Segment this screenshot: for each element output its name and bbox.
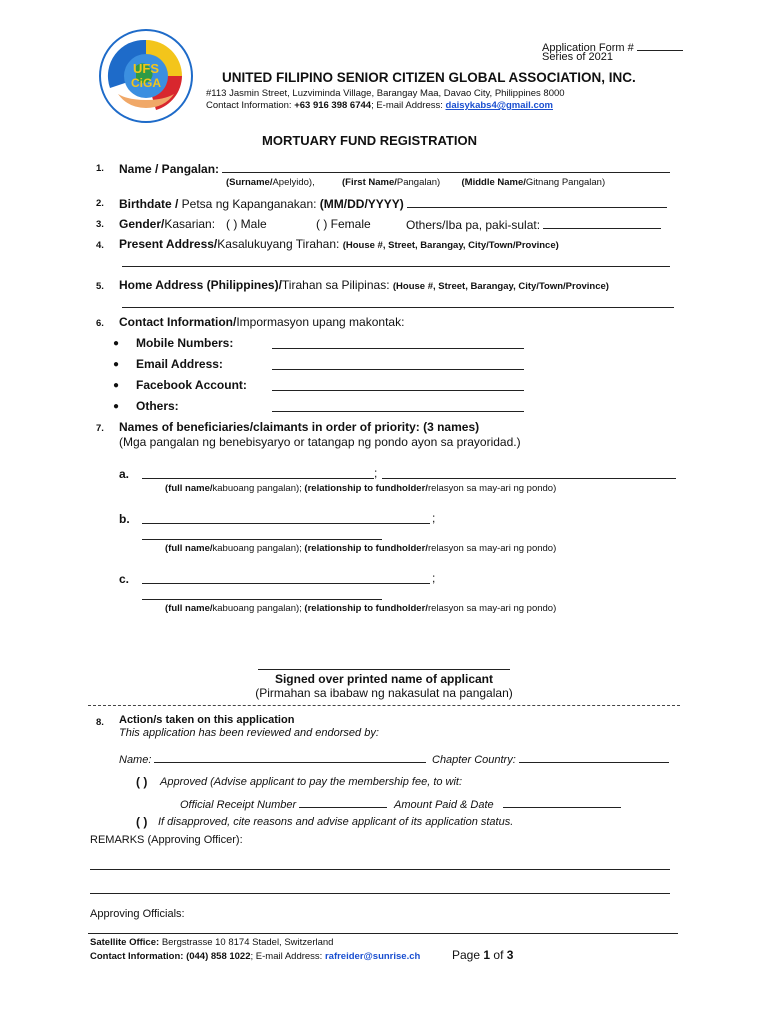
official-receipt-field[interactable]: Official Receipt Number xyxy=(180,796,387,811)
bullet-icon: ● xyxy=(113,338,120,349)
bullet-icon: ● xyxy=(113,380,120,391)
remarks-label: REMARKS (Approving Officer): xyxy=(90,834,243,846)
signature-line[interactable] xyxy=(258,669,510,670)
beneficiary-c-hint: (full name/kabuoang pangalan); (relationship to fundholder/relasyon sa may-ari ng pondo) xyxy=(165,603,557,614)
organization-email-link[interactable]: daisykabs4@gmail.com xyxy=(445,100,553,111)
footer-divider xyxy=(88,933,678,934)
facebook-account-line[interactable] xyxy=(272,390,524,391)
approved-text: Approved (Advise applicant to pay the membership fee, to wit: xyxy=(160,776,463,788)
beneficiary-c-relationship-line[interactable] xyxy=(142,599,382,600)
email-address-line[interactable] xyxy=(272,369,524,370)
item-number: 4. xyxy=(96,240,104,251)
beneficiary-b-hint: (full name/kabuoang pangalan); (relationship to fundholder/relasyon sa may-ari ng pondo) xyxy=(165,543,557,554)
bullet-icon: ● xyxy=(113,401,120,412)
beneficiary-a-letter: a. xyxy=(119,467,130,481)
birthdate-field[interactable]: Birthdate / Petsa ng Kapanganakan: (MM/DD/YYYY) xyxy=(119,196,667,211)
home-address-label: Home Address (Philippines)/Tirahan sa Pilipinas: (House #, Street, Barangay, City/Town/Province) xyxy=(119,278,609,292)
page-number: Page 1 of 3 xyxy=(452,948,514,962)
beneficiary-a-hint: (full name/kabuoang pangalan); (relationship to fundholder/relasyon sa may-ari ng pondo) xyxy=(165,483,557,494)
remarks-line-2[interactable] xyxy=(90,893,670,894)
remarks-line-1[interactable] xyxy=(90,869,670,870)
beneficiary-b-letter: b. xyxy=(119,512,130,526)
beneficiary-b-relationship-line[interactable] xyxy=(142,539,382,540)
approving-officials-label: Approving Officials: xyxy=(90,908,185,920)
svg-text:CiGA: CiGA xyxy=(131,76,161,90)
disapproved-text: If disapproved, cite reasons and advise applicant of its application status. xyxy=(158,816,514,828)
home-address-line[interactable] xyxy=(122,307,674,308)
organization-name: UNITED FILIPINO SENIOR CITIZEN GLOBAL ASSOCIATION, INC. xyxy=(222,70,636,85)
application-form-number: Application Form # xyxy=(542,39,683,54)
facebook-account-label: Facebook Account: xyxy=(136,378,247,392)
mobile-numbers-label: Mobile Numbers: xyxy=(136,336,234,350)
name-field[interactable]: Name / Pangalan: xyxy=(119,161,670,176)
beneficiary-a-name-line[interactable] xyxy=(142,478,374,479)
section-divider xyxy=(88,705,680,706)
separator: ; xyxy=(374,466,378,480)
beneficiaries-label: Names of beneficiaries/claimants in order of priority: (3 names) xyxy=(119,420,480,434)
bullet-icon: ● xyxy=(113,359,120,370)
separator: ; xyxy=(432,511,436,525)
beneficiary-b-name-line[interactable] xyxy=(142,523,430,524)
signature-caption-tagalog: (Pirmahan sa ibabaw ng nakasulat na pangalan) xyxy=(255,686,513,700)
signature-caption: Signed over printed name of applicant xyxy=(274,672,494,686)
svg-text:UFS: UFS xyxy=(133,61,159,76)
name-subfields: (Surname/Apelyido), (First Name/Pangalan) (Middle Name/Gitnang Pangalan) xyxy=(226,177,606,188)
organization-contact: Contact Information: +63 916 398 6744; E-mail Address: daisykabs4@gmail.com xyxy=(206,100,553,111)
chapter-country-field[interactable]: Chapter Country: xyxy=(432,751,669,766)
beneficiary-c-name-line[interactable] xyxy=(142,583,430,584)
actions-title: Action/s taken on this application xyxy=(119,714,295,726)
item-number: 7. xyxy=(96,423,104,434)
others-line[interactable] xyxy=(272,411,524,412)
beneficiaries-label-tagalog: (Mga pangalan ng benebisyaryo or tatangap ng pondo ayon sa prayoridad.) xyxy=(119,435,521,449)
organization-address: #113 Jasmin Street, Luzviminda Village, Barangay Maa, Davao City, Philippines 8000 xyxy=(206,88,565,99)
satellite-office: Satellite Office: Bergstrasse 10 8174 Stadel, Switzerland xyxy=(90,937,334,948)
form-title: MORTUARY FUND REGISTRATION xyxy=(262,133,477,148)
present-address-line[interactable] xyxy=(122,266,670,267)
beneficiary-c-letter: c. xyxy=(119,572,130,586)
item-number: 8. xyxy=(96,717,104,728)
beneficiary-a-relationship-line[interactable] xyxy=(382,478,676,479)
email-address-label: Email Address: xyxy=(136,357,223,371)
footer-contact: Contact Information: (044) 858 1022; E-mail Address: rafreider@sunrise.ch xyxy=(90,951,421,962)
series-label: Series of 2021 xyxy=(542,51,613,63)
item-number: 3. xyxy=(96,219,104,230)
association-logo xyxy=(96,26,196,126)
approved-checkbox[interactable]: ( ) xyxy=(136,775,148,789)
gender-male-checkbox[interactable]: ( ) Male xyxy=(226,217,267,231)
amount-paid-field[interactable]: Amount Paid & Date xyxy=(394,796,621,811)
gender-others-field[interactable]: Others/Iba pa, paki-sulat: xyxy=(406,217,661,232)
disapproved-checkbox[interactable]: ( ) xyxy=(136,815,148,829)
footer-email-link[interactable]: rafreider@sunrise.ch xyxy=(324,951,421,962)
item-number: 2. xyxy=(96,198,104,209)
item-number: 6. xyxy=(96,318,104,329)
item-number: 1. xyxy=(96,163,104,174)
contact-info-label: Contact Information/Impormasyon upang makontak: xyxy=(119,315,405,329)
gender-label: Gender/Kasarian: xyxy=(119,217,216,231)
reviewer-name-field[interactable]: Name: xyxy=(119,751,426,766)
logo-emblem-icon xyxy=(96,26,196,126)
mobile-numbers-line[interactable] xyxy=(272,348,524,349)
others-label: Others: xyxy=(136,399,179,413)
item-number: 5. xyxy=(96,281,104,292)
reviewed-text: This application has been reviewed and endorsed by: xyxy=(119,727,379,739)
separator: ; xyxy=(432,571,436,585)
present-address-label: Present Address/Kasalukuyang Tirahan: (House #, Street, Barangay, City/Town/Province) xyxy=(119,237,559,251)
gender-female-checkbox[interactable]: ( ) Female xyxy=(316,217,371,231)
